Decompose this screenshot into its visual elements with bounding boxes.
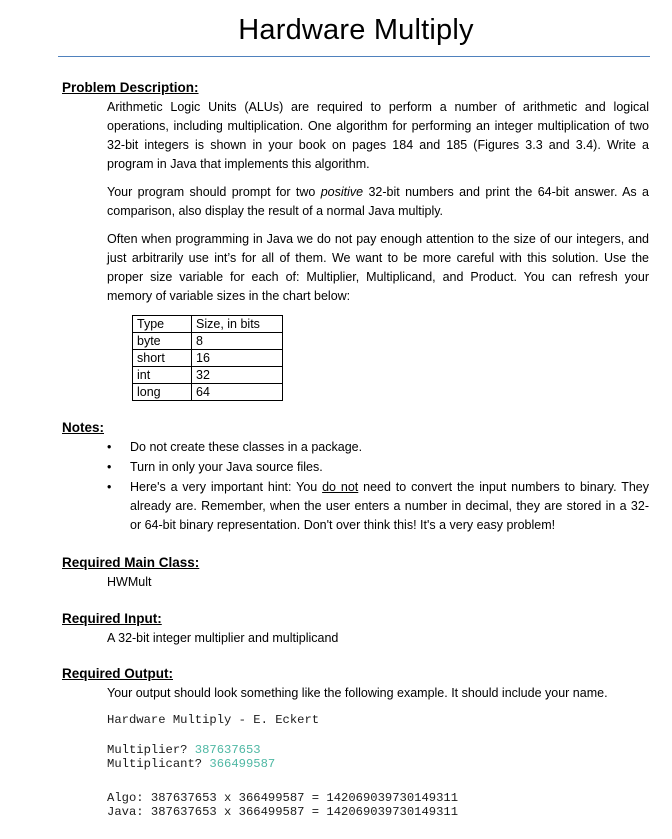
table-cell: 32 <box>192 367 283 384</box>
bullet-icon: • <box>107 460 112 474</box>
table-cell: short <box>133 350 192 367</box>
multiplier-prompt: Multiplier? <box>107 743 195 757</box>
input-heading: Required Input: <box>62 611 162 626</box>
output-heading: Required Output: <box>62 666 173 681</box>
table-header-row <box>133 316 283 333</box>
table-row <box>133 367 283 384</box>
note-text: Do not create these classes in a package. <box>130 440 363 454</box>
problem-paragraph-1: Arithmetic Logic Units (ALUs) are required to perform a number of arithmetic and logical operations, including multiplication. One algorithm for performing an integer multiplication of two 32-bit integers is shown in your book on pages 184 and 185 (Figures 3.3 and 3.4). Write a program in Java that implements this algorithm. <box>107 100 649 171</box>
main-class-heading: Required Main Class: <box>62 555 200 570</box>
problem-paragraph-2 <box>107 183 649 221</box>
page-title: Hardware Multiply <box>238 14 474 46</box>
table-cell: 8 <box>192 333 283 350</box>
p2-emphasis: positive <box>320 185 364 199</box>
note-text-a: Here's a very important hint: You <box>130 480 323 494</box>
table-cell: long <box>133 384 192 401</box>
bullet-icon: • <box>107 440 112 454</box>
table-header-cell: Size, in bits <box>192 316 283 333</box>
multiplicand-prompt: Multiplicant? <box>107 757 210 771</box>
multiplier-input: 387637653 <box>194 743 261 757</box>
sample-output-banner: Hardware Multiply - E. Eckert <box>107 713 320 727</box>
p2-text-a: Your program should prompt for two <box>107 185 321 199</box>
sample-output-java: Java: 387637653 x 366499587 = 142069039730149311 <box>107 805 459 819</box>
output-intro: Your output should look something like the following example. It should include your name. <box>107 686 608 700</box>
table-cell: byte <box>133 333 192 350</box>
problem-description-heading: Problem Description: <box>62 80 199 95</box>
problem-paragraph-3: Often when programming in Java we do not pay enough attention to the size of our integers, and just arbitrarily use int’s for all of them. We want to be more careful with this solution. Use the proper size variable for each of: Multiplier, Multiplicand, and Product. You can refresh your memory of variable sizes in the chart below: <box>107 232 649 303</box>
input-value: A 32-bit integer multiplier and multiplicand <box>107 631 339 645</box>
list-item <box>107 438 649 457</box>
note-underlined: do not <box>322 480 359 494</box>
list-item <box>107 478 649 535</box>
note-text-b: need to convert the input numbers to binary. They already are. Remember, when the user enters a number in decimal, they are stored in a 32- or 64-bit binary representation. Don't over think this! It's a very easy problem! <box>130 480 649 532</box>
note-text: Turn in only your Java source files. <box>130 460 323 474</box>
table-row <box>133 384 283 401</box>
sample-output-multiplier <box>107 743 261 757</box>
table-row <box>133 333 283 350</box>
bullet-icon: • <box>107 480 112 494</box>
table-cell: 64 <box>192 384 283 401</box>
table-row <box>133 350 283 367</box>
title-rule <box>58 56 650 57</box>
multiplicand-input: 366499587 <box>209 757 276 771</box>
p2-text-b: 32-bit numbers and print the 64-bit answer. As a comparison, also display the result of a normal Java multiply. <box>107 185 649 218</box>
notes-heading: Notes: <box>62 420 105 435</box>
sample-output-algo: Algo: 387637653 x 366499587 = 142069039730149311 <box>107 791 459 805</box>
table-cell: 16 <box>192 350 283 367</box>
main-class-value: HWMult <box>107 575 152 589</box>
list-item <box>107 458 649 477</box>
sample-output-multiplicand <box>107 757 275 771</box>
table-cell: int <box>133 367 192 384</box>
table-header-cell: Type <box>133 316 192 333</box>
notes-list <box>107 438 649 536</box>
variable-size-table <box>132 315 283 401</box>
